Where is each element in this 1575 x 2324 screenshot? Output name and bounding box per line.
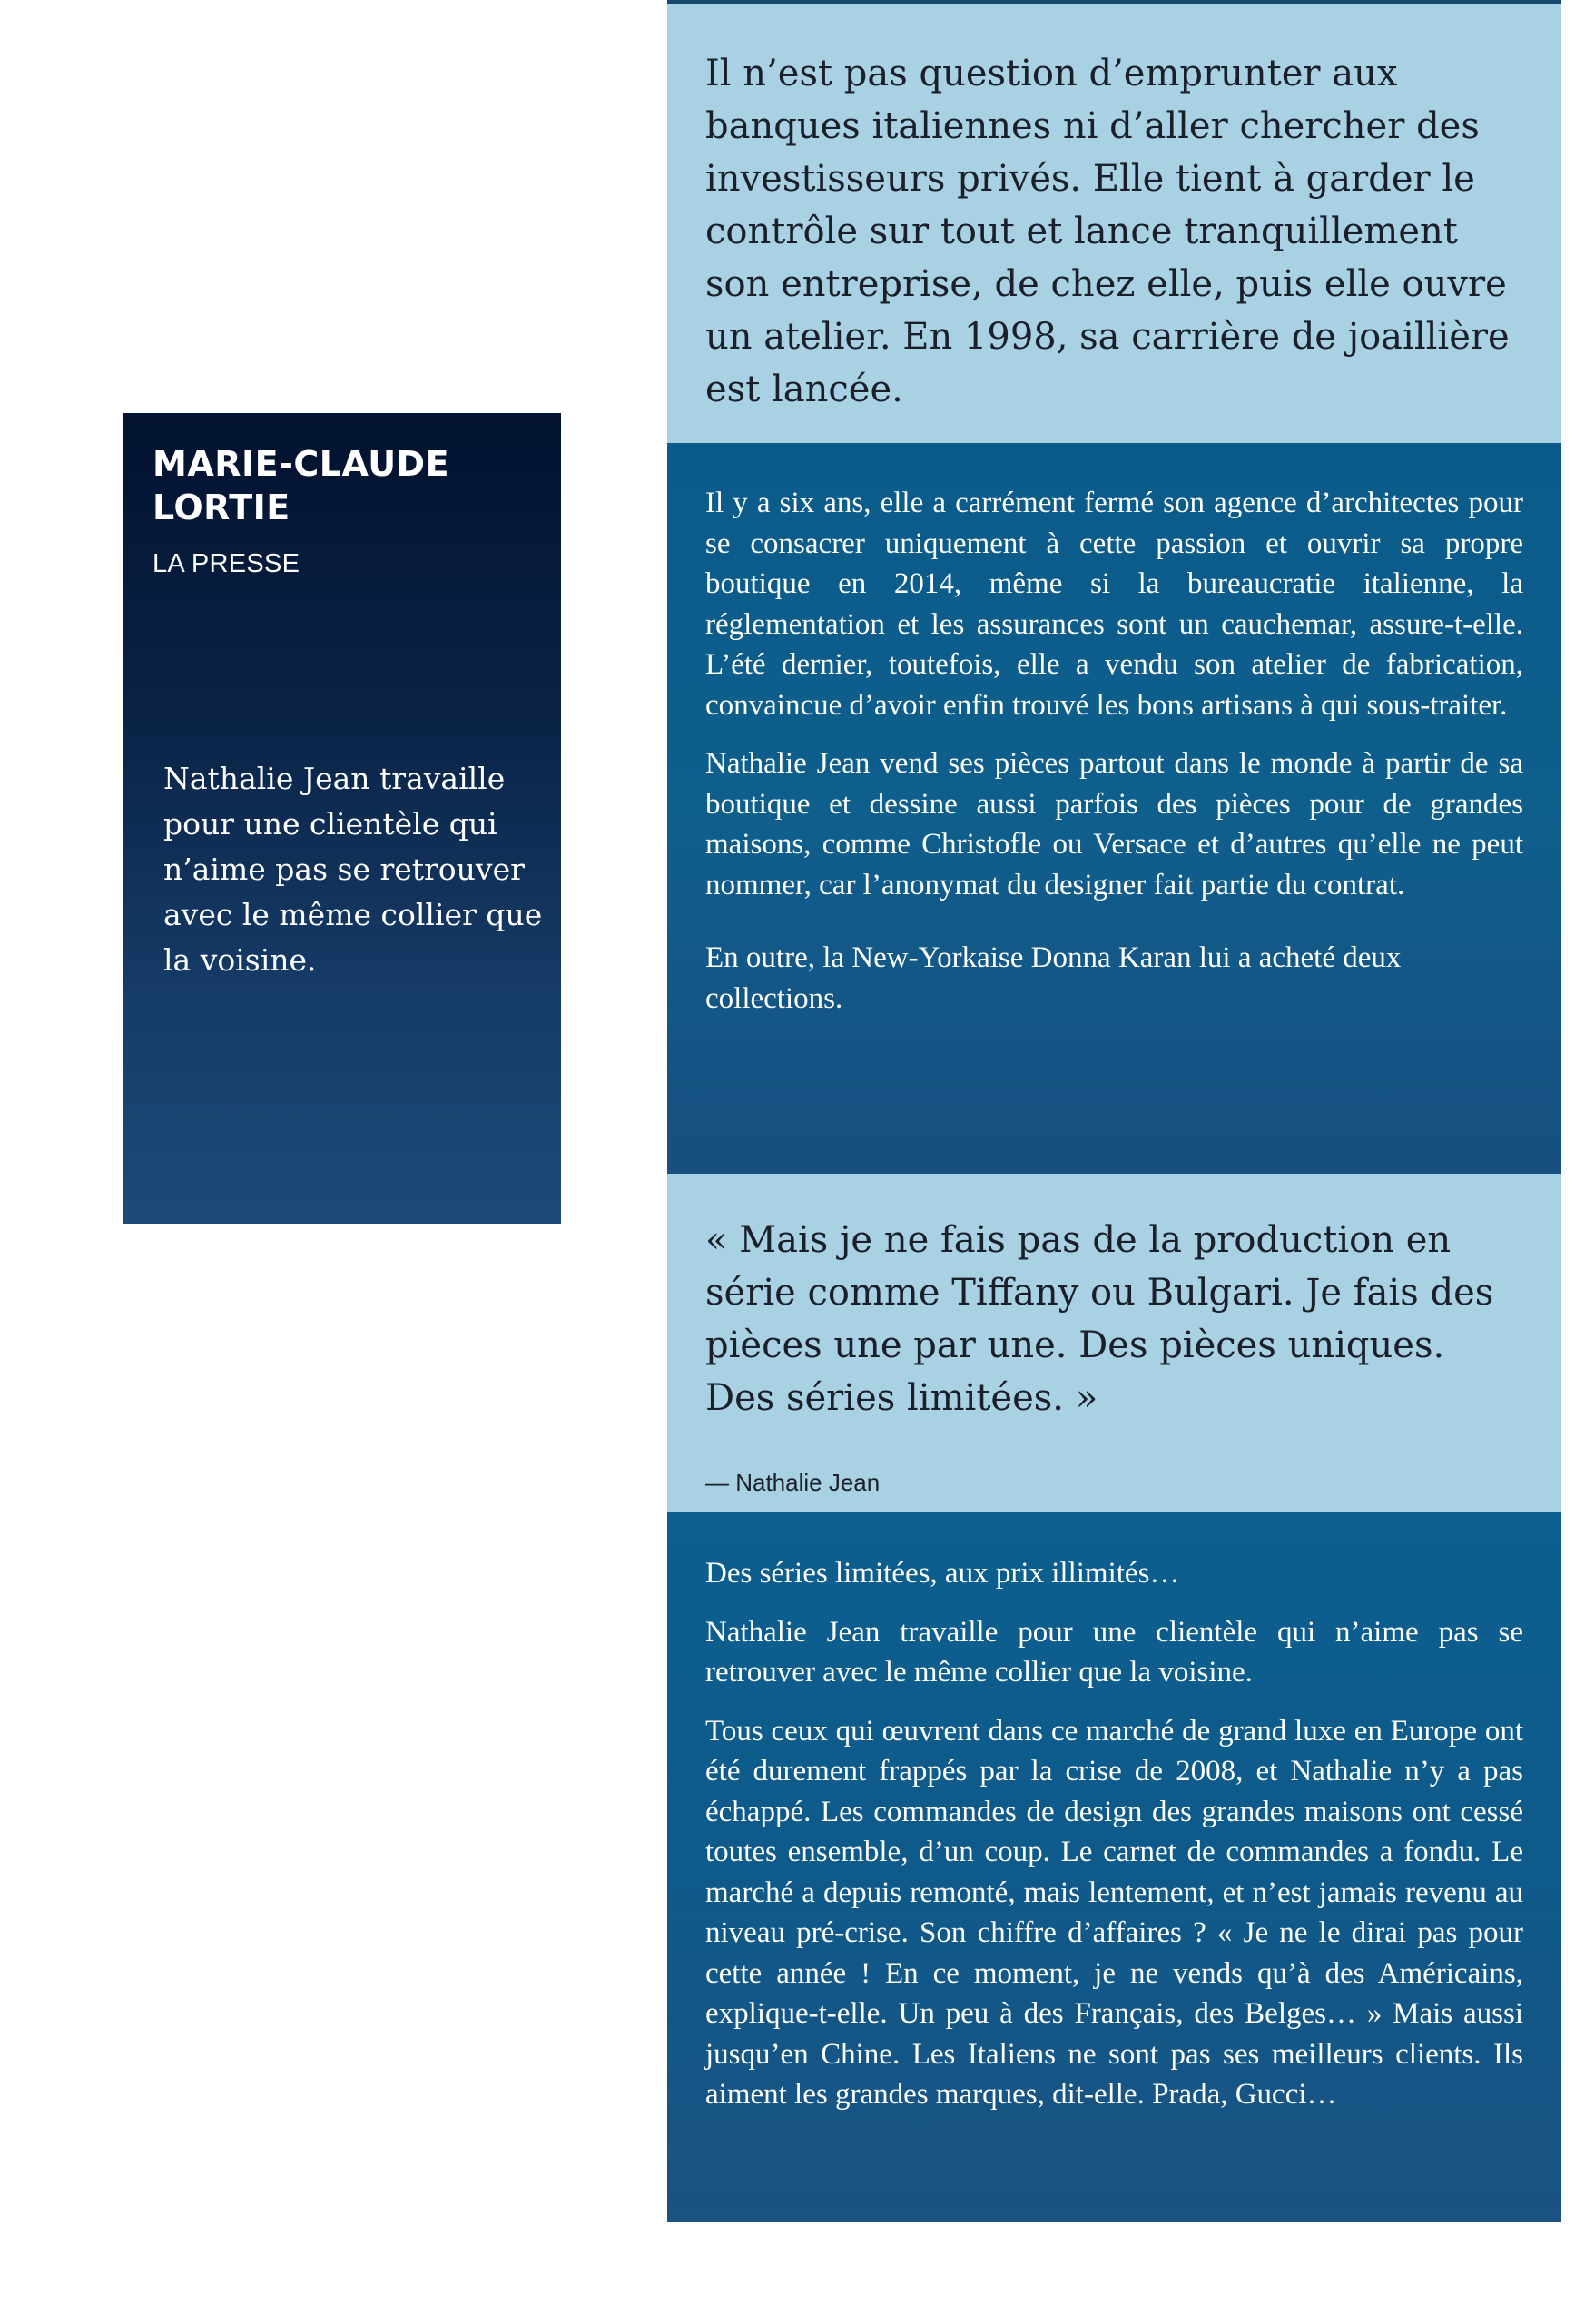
lead-paragraph: Il n’est pas question d’emprunter aux banques italiennes ni d’aller chercher des investisseurs privés. Elle tient à garder le contrôle sur tout et lance tranquillement son entreprise, de chez elle, puis elle ouvre un atelier. En 1998, sa carrière de joaillière est lancée. xyxy=(705,53,1510,410)
body-paragraph: Nathalie Jean travaille pour une clientèle qui n’aime pas se retrouver avec le même collier que la voisine. xyxy=(705,1615,1523,1689)
body-paragraph: Tous ceux qui œuvrent dans ce marché de grand luxe en Europe ont été durement frappés par la crise de 2008, et Nathalie n’y a pas échappé. Les commandes de design des grandes maisons ont cessé toutes ensemble, d’un coup. Le carnet de commandes a fondu. Le marché a depuis remonté, mais lentement, et n’est jamais revenu au niveau pré-crise. Son chiffre d’affaires ? « Je ne le dirai pas pour cette année ! En ce moment, je ne vends qu’à des Américains, explique-t-elle. Un peu à des Français, des Belges… » Mais aussi jusqu’en Chine. Les Italiens ne sont pas ses meilleurs clients. Ils aiment les grandes marques, dit-elle. Prada, Gucci… xyxy=(705,1714,1523,2111)
body-paragraph: En outre, la New-Yorkaise Donna Karan lui a acheté deux collections. xyxy=(705,941,1402,1015)
author-card xyxy=(123,413,561,1224)
pull-quote-attribution: — Nathalie Jean xyxy=(705,1469,881,1496)
sidebar-blurb: Nathalie Jean travaille pour une clientèle qui n’aime pas se retrouver avec le même collier que la voisine. xyxy=(163,761,543,978)
author-name-line2: LORTIE xyxy=(153,487,290,527)
section-subhead: Des séries limitées, aux prix illimités… xyxy=(705,1557,1180,1590)
author-outlet: LA PRESSE xyxy=(153,549,300,578)
body-paragraph: Nathalie Jean vend ses pièces partout dans le monde à partir de sa boutique et dessine aussi parfois des pièces pour de grandes maisons, comme Christofle ou Versace et d’autres qu’elle ne peut nommer, car l’anonymat du designer fait partie du contrat. xyxy=(705,747,1523,901)
lead-block xyxy=(667,0,1561,443)
pull-quote-text: « Mais je ne fais pas de la production en série comme Tiffany ou Bulgari. Je fais des pièces une par une. Des pièces uniques. Des séries limitées. » xyxy=(705,1219,1494,1419)
body-paragraph: Il y a six ans, elle a carrément fermé son agence d’architectes pour se consacrer uniquement à cette passion et ouvrir sa propre boutique en 2014, même si la bureaucratie italienne, la réglementation et les assurances sont un cauchemar, assure-t-elle. L’été dernier, toutefois, elle a vendu son atelier de fabrication, convaincue d’avoir enfin trouvé les bons artisans à qui sous-traiter. xyxy=(705,487,1523,722)
author-name xyxy=(153,442,534,529)
author-name-line1: MARIE-CLAUDE xyxy=(153,444,450,484)
body-section-two xyxy=(667,1512,1561,2222)
body-section-one xyxy=(667,443,1561,1174)
pull-quote-block xyxy=(667,1174,1561,1512)
